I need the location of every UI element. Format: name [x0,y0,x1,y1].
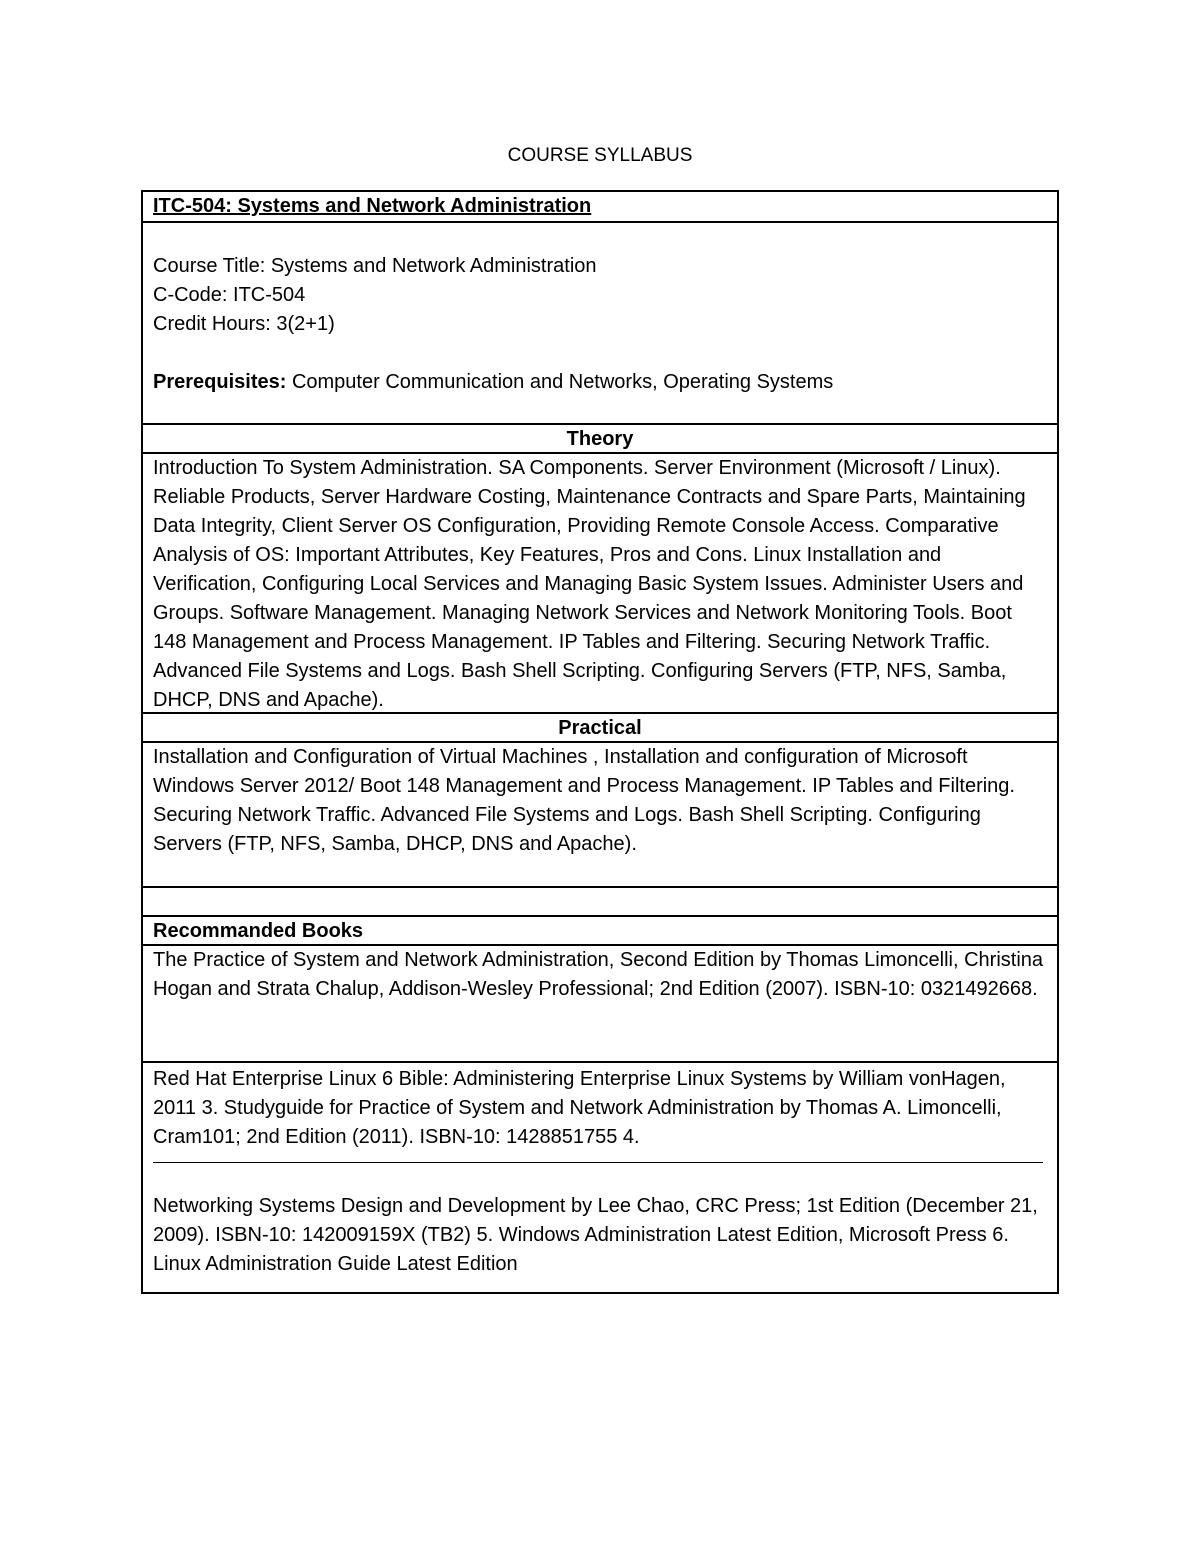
empty-row [143,886,1057,915]
course-title: Course Title: Systems and Network Administration [153,255,597,277]
page-title: COURSE SYLLABUS [507,145,693,166]
books-cell [143,1061,1057,1292]
spacer [153,223,1047,252]
syllabus-table [141,190,1059,1294]
separator-line [153,1162,1043,1163]
practical-header: Practical [143,712,1057,741]
prerequisites [153,368,1047,397]
course-code-header: ITC-504: Systems and Network Administration [153,195,592,217]
course-code: C-Code: ITC-504 [153,284,306,306]
theory-header: Theory [143,423,1057,452]
book-2: Red Hat Enterprise Linux 6 Bible: Administering Enterprise Linux Systems by William vonHagen, 2011 3. Studyguide for Practice of System and Network Administration by Thomas A. Limoncelli, Cram101; 2nd Edition (2011). ISBN-10: 1428851755 4. [153,1068,1006,1148]
credit-hours: Credit Hours: 3(2+1) [153,313,335,335]
course-info-cell [143,221,1057,423]
books-header: Recommanded Books [143,915,1057,944]
book-3: Networking Systems Design and Development by Lee Chao, CRC Press; 1st Edition (December 21, 2009). ISBN-10: 142009159X (TB2) 5. Windows Administration Latest Edition, Microsoft Press 6. Linux Administration Guide Latest Edition [153,1195,1038,1275]
practical-body: Installation and Configuration of Virtual Machines , Installation and configuration of Microsoft Windows Server 2012/ Boot 148 Management and Process Management. IP Tables and Filtering. Securing Network Traffic. Advanced File Systems and Logs. Bash Shell Scripting. Configuring Servers (FTP, NFS, Samba, DHCP, DNS and Apache). [143,741,1057,886]
book-1: The Practice of System and Network Administration, Second Edition by Thomas Limoncelli, Christina Hogan and Strata Chalup, Addison-Wesley Professional; 2nd Edition (2007). ISBN-10: 0321492668. [143,944,1057,1061]
prerequisites-label: Prerequisites: [153,371,287,393]
theory-body: Introduction To System Administration. SA Components. Server Environment (Microsoft / Linux). Reliable Products, Server Hardware Costing, Maintenance Contracts and Spare Parts, Maintaining Data Integrity, Client Server OS Configuration, Providing Remote Console Access. Comparative Analysis of OS: Important Attributes, Key Features, Pros and Cons. Linux Installation and Verification, Configuring Local Services and Managing Basic System Issues. Administer Users and Groups. Software Management. Managing Network Services and Network Monitoring Tools. Boot 148 Management and Process Management. IP Tables and Filtering. Securing Network Traffic. Advanced File Systems and Logs. Bash Shell Scripting. Configuring Servers (FTP, NFS, Samba, DHCP, DNS and Apache). [143,452,1057,712]
prerequisites-value: Computer Communication and Networks, Operating Systems [286,371,834,393]
spacer [153,339,1047,368]
